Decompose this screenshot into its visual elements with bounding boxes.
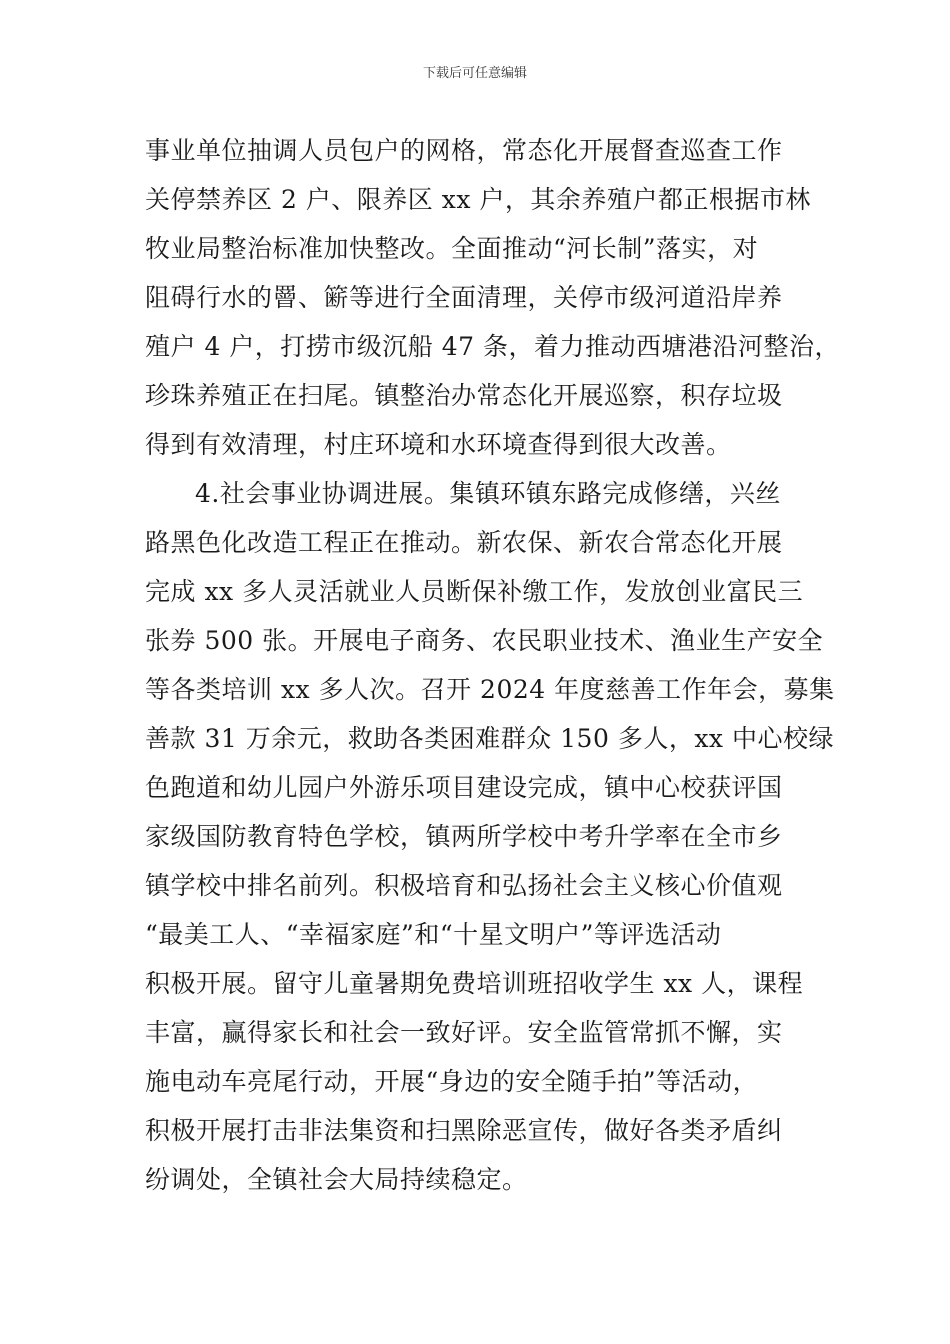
- text-line: 等各类培训 xx 多人次。召开 2024 年度慈善工作年会，募集: [145, 675, 835, 704]
- text-line: 丰富，赢得家长和社会一致好评。安全监管常抓不懈，实: [145, 1018, 783, 1047]
- text-line: 积极开展打击非法集资和扫黑除恶宣传，做好各类矛盾纠: [145, 1116, 783, 1145]
- text-line: 路黑色化改造工程正在推动。新农保、新农合常态化开展: [145, 528, 783, 557]
- page-header: 下载后可任意编辑: [422, 66, 527, 81]
- text-line: 色跑道和幼儿园户外游乐项目建设完成，镇中心校获评国: [145, 773, 783, 802]
- text-line: 完成 xx 多人灵活就业人员断保补缴工作，发放创业富民三: [145, 577, 804, 606]
- text-line: 事业单位抽调人员包户的网格，常态化开展督查巡查工作: [145, 136, 783, 165]
- text-line: 镇学校中排名前列。积极培育和弘扬社会主义核心价值观: [145, 871, 783, 900]
- paragraph-2: [145, 469, 835, 1204]
- text-line: 得到有效清理，村庄环境和水环境查得到很大改善。: [145, 430, 732, 459]
- paragraph-1: [145, 126, 841, 469]
- text-line: 殖户 4 户，打捞市级沉船 47 条，着力推动西塘港沿河整治，: [145, 332, 841, 361]
- text-line: 善款 31 万余元，救助各类困难群众 150 多人，xx 中心校绿: [145, 724, 834, 753]
- text-line: 积极开展。留守儿童暑期免费培训班招收学生 xx 人，课程: [145, 969, 804, 998]
- text-line: 施电动车亮尾行动，开展“身边的安全随手拍”等活动，: [145, 1067, 759, 1096]
- text-line: 阻碍行水的罾、簖等进行全面清理，关停市级河道沿岸养: [145, 283, 783, 312]
- text-line: 关停禁养区 2 户、限养区 xx 户，其余养殖户都正根据市林: [145, 185, 811, 214]
- document-body: [145, 126, 841, 1204]
- text-line: 张券 500 张。开展电子商务、农民职业技术、渔业生产安全: [145, 626, 824, 655]
- text-line: 牧业局整治标准加快整改。全面推动“河长制”落实，对: [145, 234, 759, 263]
- text-line-first: 4.社会事业协调进展。集镇环镇东路完成修缮，兴丝: [195, 479, 781, 508]
- text-line: 家级国防教育特色学校，镇两所学校中考升学率在全市乡: [145, 822, 783, 851]
- text-line: 纷调处，全镇社会大局持续稳定。: [145, 1165, 528, 1194]
- text-line: “最美工人、“幸福家庭”和“十星文明户”等评选活动: [145, 920, 722, 949]
- text-line: 珍珠养殖正在扫尾。镇整治办常态化开展巡察，积存垃圾: [145, 381, 783, 410]
